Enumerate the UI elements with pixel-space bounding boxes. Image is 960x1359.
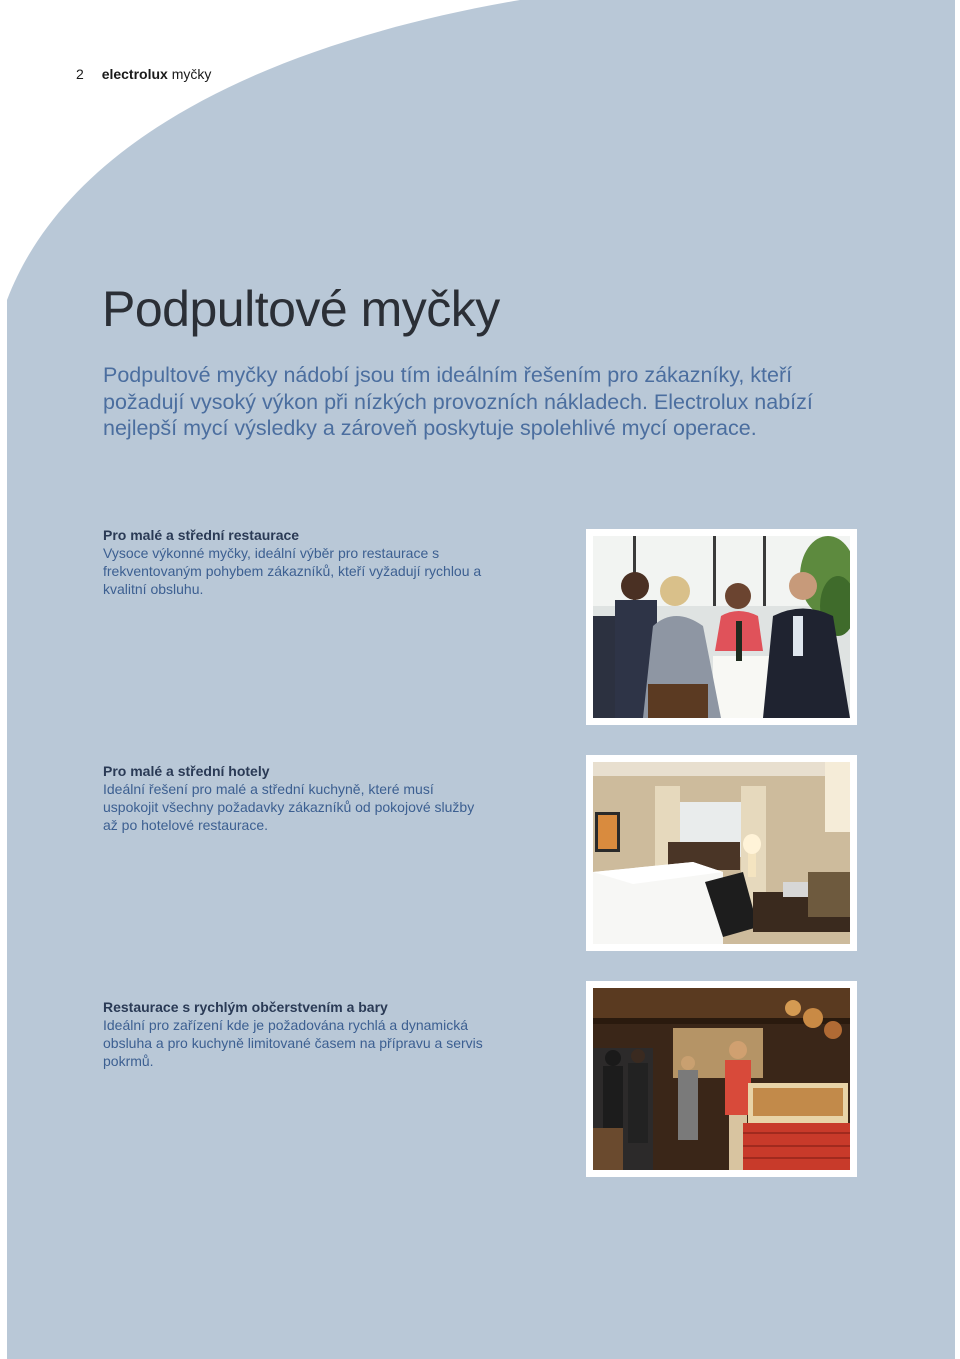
section-heading: Pro malé a střední restaurace <box>103 527 300 543</box>
intro-paragraph: Podpultové myčky nádobí jsou tím ideálním řešením pro zákazníky, kteří požadují vysoký výkon při nízkých provozních nákladech. Electrolux nabízí nejlepší mycí výsledky a zároveň poskytuje spolehlivé mycí operace. <box>103 363 813 440</box>
section-heading: Restaurace s rychlým občerstvením a bary <box>103 999 388 1015</box>
hotel-room-image <box>593 762 850 944</box>
section-heading: Pro malé a střední hotely <box>103 763 270 779</box>
section-body: Vysoce výkonné myčky, ideální výběr pro restaurace s frekventovaným pohybem zákazníků, kteří vyžadují rychlou a kvalitní obsluhu. <box>103 545 482 598</box>
section-hotels <box>103 762 483 835</box>
fast-food-bar-image <box>593 988 850 1170</box>
hotel-photo <box>586 755 857 951</box>
header-section: myčky <box>171 66 212 82</box>
brand-name: electrolux <box>101 66 168 82</box>
page-number: 2 <box>76 66 84 82</box>
page-header <box>76 66 211 82</box>
section-body: Ideální pro zařízení kde je požadována rychlá a dynamická obsluha a pro kuchyně limitované časem na přípravu a servis pokrmů. <box>103 1017 483 1070</box>
restaurant-scene-image <box>593 536 850 718</box>
section-body: Ideální řešení pro malé a střední kuchyně, které musí uspokojit všechny požadavky zákazníků od pokojové služby až po hotelové restaurace. <box>103 781 475 834</box>
section-fast-food <box>103 998 483 1071</box>
fast-food-photo <box>586 981 857 1177</box>
section-restaurants <box>103 526 483 599</box>
page-title: Podpultové myčky <box>102 281 500 337</box>
restaurant-photo <box>586 529 857 725</box>
